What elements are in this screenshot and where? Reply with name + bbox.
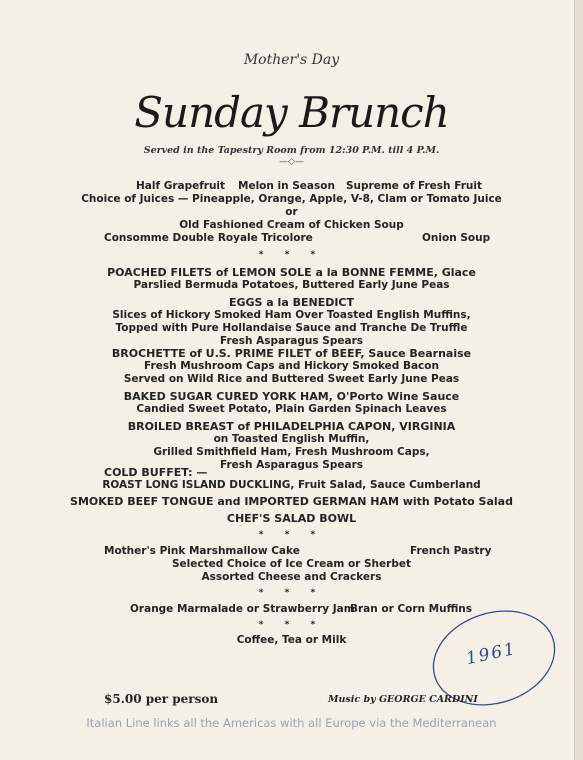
ornament-divider: —◇—	[279, 157, 304, 167]
entree-3-line-2: Served on Wild Rice and Buttered Sweet Early June Peas	[123, 373, 460, 385]
entree-4-line-1: Candied Sweet Potato, Plain Garden Spinach Leaves	[136, 403, 447, 415]
beverages-line: Coffee, Tea or Milk	[236, 634, 347, 646]
starter-melon: Melon in Season	[238, 180, 335, 192]
buffet-item-1: ROAST LONG ISLAND DUCKLING, Fruit Salad, Sauce Cumberland	[102, 479, 481, 491]
stars-divider-2: * * *	[258, 530, 325, 540]
juices-line: Choice of Juices — Pineapple, Orange, Apple, V-8, Clam or Tomato Juice	[81, 193, 502, 205]
entree-2-line-1: Slices of Hickory Smoked Ham Over Toasted English Muffins,	[112, 309, 471, 321]
or-line: or	[285, 206, 298, 218]
starter-fruit: Supreme of Fresh Fruit	[346, 180, 482, 192]
menu-title: Sunday Brunch	[134, 88, 449, 137]
dessert-line-2: Selected Choice of Ice Cream or Sherbet	[171, 558, 411, 570]
entree-5-line-2: Grilled Smithfield Ham, Fresh Mushroom Caps,	[153, 446, 430, 458]
soup-left: Consomme Double Royale Tricolore	[104, 232, 313, 244]
soup-main: Old Fashioned Cream of Chicken Soup	[179, 219, 404, 231]
entree-3-title: BROCHETTE of U.S. PRIME FILET of BEEF, Sauce Bearnaise	[111, 347, 472, 360]
dessert-line-3: Assorted Cheese and Crackers	[201, 571, 382, 583]
entree-5-line-1: on Toasted English Muffin,	[213, 433, 370, 445]
dessert-right: French Pastry	[410, 545, 492, 557]
stars-divider-1: * * *	[258, 250, 325, 260]
buffet-item-3: CHEF'S SALAD BOWL	[226, 512, 357, 525]
entree-5-line-3: Fresh Asparagus Spears	[219, 459, 364, 471]
bread-left: Orange Marmalade or Strawberry Jam	[130, 603, 355, 615]
entree-2-line-2: Topped with Pure Hollandaise Sauce and Tranche De Truffle	[115, 322, 468, 334]
entree-1-title: POACHED FILETS of LEMON SOLE a la BONNE FEMME, Glace	[107, 266, 476, 279]
bread-right: Bran or Corn Muffins	[350, 603, 473, 615]
buffet-item-2: SMOKED BEEF TONGUE and IMPORTED GERMAN HAM with Potato Salad	[70, 495, 513, 508]
entree-5-title: BROILED BREAST of PHILADELPHIA CAPON, VIRGINIA	[127, 420, 456, 433]
buffet-heading: COLD BUFFET: —	[104, 466, 208, 479]
menu-subtitle: Mother's Day	[243, 52, 340, 68]
entree-4-title: BAKED SUGAR CURED YORK HAM, O'Porto Wine Sauce	[123, 390, 460, 403]
soup-right: Onion Soup	[422, 232, 491, 244]
price-text: $5.00 per person	[104, 692, 219, 706]
entree-1-line-1: Parslied Bermuda Potatoes, Buttered Early June Peas	[133, 279, 450, 291]
entree-2-title: EGGS a la BENEDICT	[228, 296, 355, 309]
dessert-left: Mother's Pink Marshmallow Cake	[104, 545, 300, 557]
served-line: Served in the Tapestry Room from 12:30 P.M. till 4 P.M.	[143, 145, 440, 156]
entree-2-line-3: Fresh Asparagus Spears	[219, 335, 364, 347]
music-credit: Music by GEORGE CARDINI	[328, 694, 478, 705]
handwritten-year: 1961	[464, 638, 519, 670]
stars-divider-3: * * *	[258, 588, 325, 598]
stars-divider-4: * * *	[258, 620, 325, 630]
starter-grapefruit: Half Grapefruit	[136, 180, 226, 192]
entree-3-line-1: Fresh Mushroom Caps and Hickory Smoked Bacon	[144, 360, 439, 372]
italian-line-footer: Italian Line links all the Americas with all Europe via the Mediterranean	[86, 716, 497, 730]
